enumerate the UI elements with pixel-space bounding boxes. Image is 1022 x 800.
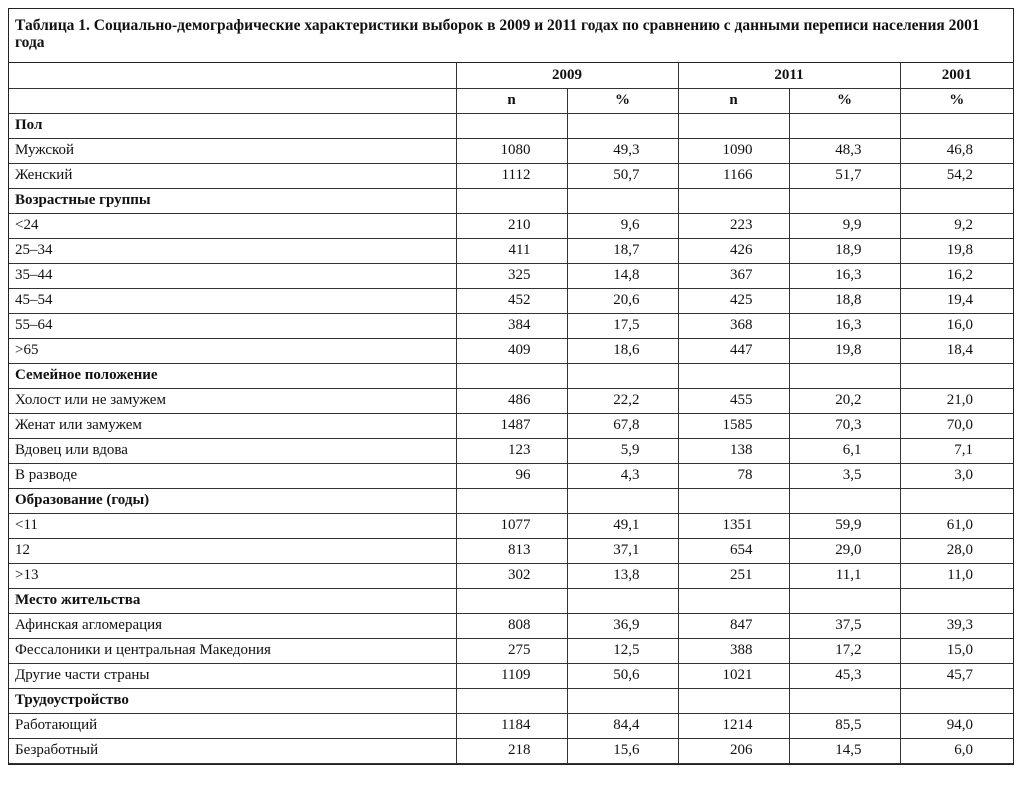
value-cell: 847 xyxy=(678,613,789,638)
value-cell: 409 xyxy=(456,338,567,363)
value-cell: 50,6 xyxy=(567,663,678,688)
value-cell: 218 xyxy=(456,738,567,763)
value-cell: 9,6 xyxy=(567,213,678,238)
value-cell: 486 xyxy=(456,388,567,413)
value-cell: 5,9 xyxy=(567,438,678,463)
value-cell: 28,0 xyxy=(900,538,1013,563)
value-cell: 37,1 xyxy=(567,538,678,563)
empty-cell xyxy=(678,588,789,613)
year-header-2009: 2009 xyxy=(456,63,678,88)
value-cell: 206 xyxy=(678,738,789,763)
row-label: Фессалоники и центральная Македония xyxy=(9,638,456,663)
value-cell: 45,3 xyxy=(789,663,900,688)
value-cell: 20,6 xyxy=(567,288,678,313)
category-label: Пол xyxy=(9,113,456,138)
row-label: >65 xyxy=(9,338,456,363)
category-label: Место жительства xyxy=(9,588,456,613)
value-cell: 21,0 xyxy=(900,388,1013,413)
value-cell: 11,0 xyxy=(900,563,1013,588)
subheader-pct-2001: % xyxy=(900,88,1013,113)
value-cell: 16,3 xyxy=(789,313,900,338)
empty-cell xyxy=(900,588,1013,613)
value-cell: 4,3 xyxy=(567,463,678,488)
category-label: Возрастные группы xyxy=(9,188,456,213)
table-document xyxy=(8,8,1014,765)
table-row xyxy=(9,538,1013,563)
row-label: Женат или замужем xyxy=(9,413,456,438)
empty-cell xyxy=(900,688,1013,713)
value-cell: 1109 xyxy=(456,663,567,688)
empty-cell xyxy=(567,113,678,138)
value-cell: 48,3 xyxy=(789,138,900,163)
value-cell: 813 xyxy=(456,538,567,563)
value-cell: 16,3 xyxy=(789,263,900,288)
value-cell: 13,8 xyxy=(567,563,678,588)
empty-cell xyxy=(567,188,678,213)
category-row xyxy=(9,588,1013,613)
subheader-row xyxy=(9,88,1013,113)
value-cell: 325 xyxy=(456,263,567,288)
row-label: 55–64 xyxy=(9,313,456,338)
category-label: Трудоустройство xyxy=(9,688,456,713)
value-cell: 275 xyxy=(456,638,567,663)
value-cell: 19,8 xyxy=(900,238,1013,263)
value-cell: 18,9 xyxy=(789,238,900,263)
empty-cell xyxy=(789,113,900,138)
row-label: В разводе xyxy=(9,463,456,488)
category-row xyxy=(9,188,1013,213)
table-row xyxy=(9,388,1013,413)
value-cell: 17,5 xyxy=(567,313,678,338)
subheader-blank xyxy=(9,88,456,113)
value-cell: 1021 xyxy=(678,663,789,688)
subheader-pct-2009: % xyxy=(567,88,678,113)
empty-cell xyxy=(456,363,567,388)
table-caption: Таблица 1. Социально-демографические характеристики выборок в 2009 и 2011 годах по сравнению с данными переписи населения 2001 года xyxy=(9,9,1013,63)
row-label: <11 xyxy=(9,513,456,538)
empty-cell xyxy=(567,488,678,513)
value-cell: 46,8 xyxy=(900,138,1013,163)
value-cell: 210 xyxy=(456,213,567,238)
empty-cell xyxy=(789,488,900,513)
value-cell: 1585 xyxy=(678,413,789,438)
empty-cell xyxy=(567,588,678,613)
value-cell: 18,6 xyxy=(567,338,678,363)
value-cell: 78 xyxy=(678,463,789,488)
value-cell: 84,4 xyxy=(567,713,678,738)
value-cell: 302 xyxy=(456,563,567,588)
value-cell: 223 xyxy=(678,213,789,238)
value-cell: 54,2 xyxy=(900,163,1013,188)
value-cell: 22,2 xyxy=(567,388,678,413)
table-row xyxy=(9,238,1013,263)
table-row xyxy=(9,163,1013,188)
value-cell: 367 xyxy=(678,263,789,288)
value-cell: 67,8 xyxy=(567,413,678,438)
value-cell: 3,5 xyxy=(789,463,900,488)
value-cell: 9,9 xyxy=(789,213,900,238)
value-cell: 1112 xyxy=(456,163,567,188)
table-row xyxy=(9,638,1013,663)
value-cell: 29,0 xyxy=(789,538,900,563)
empty-cell xyxy=(900,363,1013,388)
category-row xyxy=(9,113,1013,138)
table-row xyxy=(9,438,1013,463)
value-cell: 11,1 xyxy=(789,563,900,588)
empty-cell xyxy=(456,488,567,513)
value-cell: 1184 xyxy=(456,713,567,738)
value-cell: 411 xyxy=(456,238,567,263)
table-row xyxy=(9,313,1013,338)
value-cell: 368 xyxy=(678,313,789,338)
category-label: Образование (годы) xyxy=(9,488,456,513)
value-cell: 12,5 xyxy=(567,638,678,663)
table-row xyxy=(9,513,1013,538)
row-label: 45–54 xyxy=(9,288,456,313)
empty-cell xyxy=(456,588,567,613)
value-cell: 19,4 xyxy=(900,288,1013,313)
value-cell: 59,9 xyxy=(789,513,900,538)
value-cell: 384 xyxy=(456,313,567,338)
value-cell: 808 xyxy=(456,613,567,638)
header-blank xyxy=(9,63,456,88)
empty-cell xyxy=(678,488,789,513)
value-cell: 37,5 xyxy=(789,613,900,638)
value-cell: 70,0 xyxy=(900,413,1013,438)
value-cell: 18,7 xyxy=(567,238,678,263)
row-label: Холост или не замужем xyxy=(9,388,456,413)
value-cell: 447 xyxy=(678,338,789,363)
row-label: Афинская агломерация xyxy=(9,613,456,638)
value-cell: 1090 xyxy=(678,138,789,163)
year-header-2011: 2011 xyxy=(678,63,900,88)
value-cell: 14,5 xyxy=(789,738,900,763)
value-cell: 16,2 xyxy=(900,263,1013,288)
empty-cell xyxy=(678,113,789,138)
value-cell: 45,7 xyxy=(900,663,1013,688)
value-cell: 1080 xyxy=(456,138,567,163)
table-row xyxy=(9,338,1013,363)
value-cell: 39,3 xyxy=(900,613,1013,638)
value-cell: 15,6 xyxy=(567,738,678,763)
value-cell: 425 xyxy=(678,288,789,313)
demographics-table xyxy=(9,63,1013,764)
category-row xyxy=(9,488,1013,513)
row-label: Женский xyxy=(9,163,456,188)
empty-cell xyxy=(789,688,900,713)
value-cell: 36,9 xyxy=(567,613,678,638)
empty-cell xyxy=(678,363,789,388)
subheader-pct-2011: % xyxy=(789,88,900,113)
value-cell: 49,1 xyxy=(567,513,678,538)
empty-cell xyxy=(456,113,567,138)
table-row xyxy=(9,213,1013,238)
value-cell: 96 xyxy=(456,463,567,488)
empty-cell xyxy=(789,363,900,388)
value-cell: 3,0 xyxy=(900,463,1013,488)
value-cell: 123 xyxy=(456,438,567,463)
value-cell: 1166 xyxy=(678,163,789,188)
year-header-2001: 2001 xyxy=(900,63,1013,88)
value-cell: 15,0 xyxy=(900,638,1013,663)
value-cell: 388 xyxy=(678,638,789,663)
row-label: Другие части страны xyxy=(9,663,456,688)
row-label: Безработный xyxy=(9,738,456,763)
value-cell: 70,3 xyxy=(789,413,900,438)
value-cell: 1351 xyxy=(678,513,789,538)
value-cell: 1077 xyxy=(456,513,567,538)
row-label: >13 xyxy=(9,563,456,588)
empty-cell xyxy=(567,363,678,388)
category-label: Семейное положение xyxy=(9,363,456,388)
value-cell: 16,0 xyxy=(900,313,1013,338)
value-cell: 51,7 xyxy=(789,163,900,188)
value-cell: 1214 xyxy=(678,713,789,738)
value-cell: 654 xyxy=(678,538,789,563)
value-cell: 455 xyxy=(678,388,789,413)
empty-cell xyxy=(900,188,1013,213)
empty-cell xyxy=(567,688,678,713)
row-label: Работающий xyxy=(9,713,456,738)
table-row xyxy=(9,413,1013,438)
row-label: Мужской xyxy=(9,138,456,163)
value-cell: 9,2 xyxy=(900,213,1013,238)
value-cell: 50,7 xyxy=(567,163,678,188)
table-row xyxy=(9,713,1013,738)
table-row xyxy=(9,263,1013,288)
table-row xyxy=(9,288,1013,313)
row-label: 35–44 xyxy=(9,263,456,288)
empty-cell xyxy=(789,188,900,213)
table-row xyxy=(9,738,1013,763)
value-cell: 7,1 xyxy=(900,438,1013,463)
value-cell: 14,8 xyxy=(567,263,678,288)
table-row xyxy=(9,563,1013,588)
row-label: Вдовец или вдова xyxy=(9,438,456,463)
row-label: <24 xyxy=(9,213,456,238)
empty-cell xyxy=(900,488,1013,513)
row-label: 25–34 xyxy=(9,238,456,263)
row-label: 12 xyxy=(9,538,456,563)
table-row xyxy=(9,663,1013,688)
value-cell: 1487 xyxy=(456,413,567,438)
subheader-n-2009: n xyxy=(456,88,567,113)
value-cell: 17,2 xyxy=(789,638,900,663)
table-row xyxy=(9,463,1013,488)
empty-cell xyxy=(678,688,789,713)
value-cell: 138 xyxy=(678,438,789,463)
value-cell: 6,0 xyxy=(900,738,1013,763)
table-row xyxy=(9,138,1013,163)
category-row xyxy=(9,688,1013,713)
value-cell: 61,0 xyxy=(900,513,1013,538)
empty-cell xyxy=(456,688,567,713)
value-cell: 251 xyxy=(678,563,789,588)
value-cell: 19,8 xyxy=(789,338,900,363)
value-cell: 49,3 xyxy=(567,138,678,163)
category-row xyxy=(9,363,1013,388)
table-body xyxy=(9,113,1013,763)
year-header-row xyxy=(9,63,1013,88)
value-cell: 18,4 xyxy=(900,338,1013,363)
value-cell: 94,0 xyxy=(900,713,1013,738)
value-cell: 6,1 xyxy=(789,438,900,463)
subheader-n-2011: n xyxy=(678,88,789,113)
value-cell: 426 xyxy=(678,238,789,263)
table-row xyxy=(9,613,1013,638)
empty-cell xyxy=(456,188,567,213)
empty-cell xyxy=(789,588,900,613)
value-cell: 452 xyxy=(456,288,567,313)
empty-cell xyxy=(678,188,789,213)
value-cell: 18,8 xyxy=(789,288,900,313)
empty-cell xyxy=(900,113,1013,138)
value-cell: 85,5 xyxy=(789,713,900,738)
value-cell: 20,2 xyxy=(789,388,900,413)
